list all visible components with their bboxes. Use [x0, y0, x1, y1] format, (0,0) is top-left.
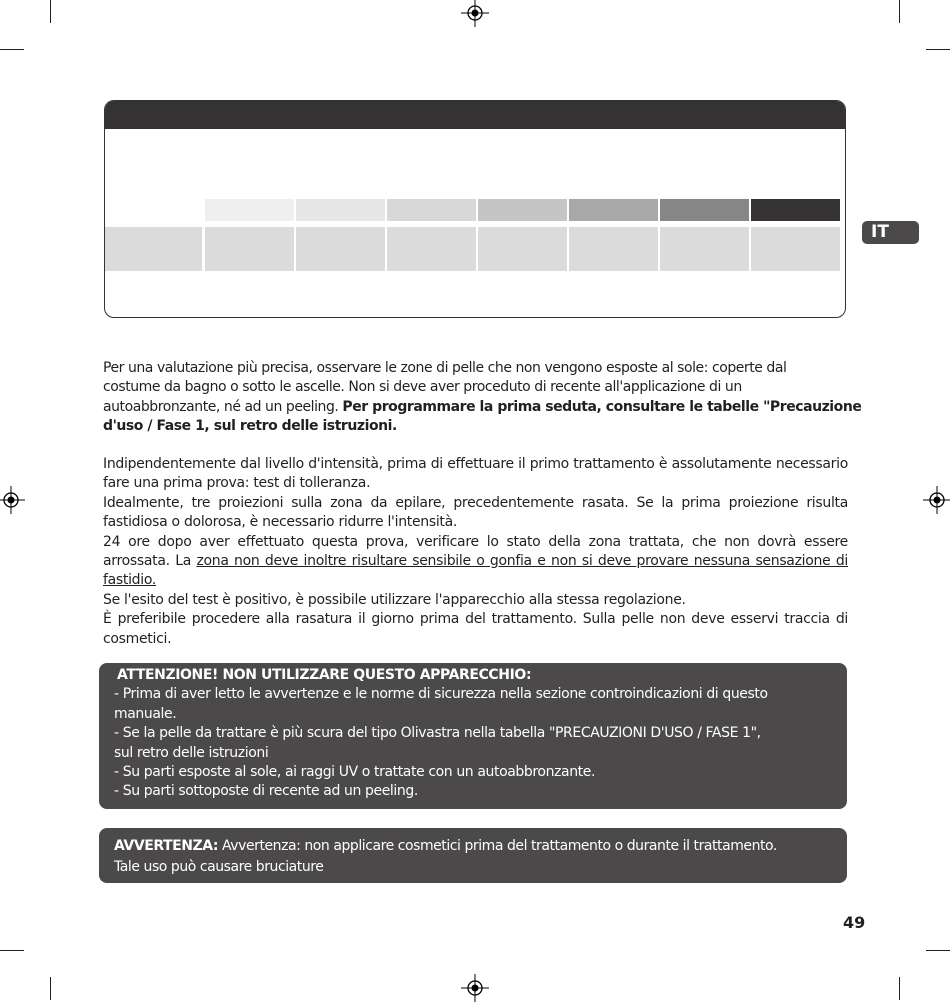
intro-bold-text: Per programmare la prima seduta, consultare le tabelle "Precauzione	[342, 398, 862, 415]
tolerance-test-section	[103, 455, 848, 649]
skin-tone-swatch	[296, 199, 385, 221]
table-header-bar	[105, 101, 845, 129]
intro-line: Per una valutazione più precisa, osservare le zone di pelle che non vengono esposte al sole: coperte dal	[103, 360, 787, 376]
registration-mark-icon	[923, 486, 950, 514]
table-cell	[660, 227, 749, 271]
intro-paragraph	[103, 359, 862, 437]
registration-mark-icon	[461, 974, 489, 1002]
table-cell	[478, 227, 567, 271]
notice-box	[99, 828, 847, 883]
skin-tone-swatch	[569, 199, 658, 221]
crop-mark	[926, 950, 950, 951]
table-cell	[569, 227, 658, 271]
skin-tone-swatch	[751, 199, 840, 221]
intro-text: autoabbronzante, né ad un peeling.	[103, 398, 343, 415]
warning-item: - Se la pelle da trattare è più scura del tipo Olivastra nella tabella "PRECAUZIONI D'USO / FASE 1",	[114, 725, 761, 742]
crop-mark	[899, 977, 900, 1000]
notice-line	[114, 836, 835, 857]
registration-mark-icon	[0, 486, 25, 514]
notice-line: Tale uso può causare bruciature	[114, 859, 324, 875]
warning-item: manuale.	[114, 705, 177, 722]
crop-mark	[0, 950, 24, 951]
warning-item: - Su parti esposte al sole, ai raggi UV o trattate con un autoabbronzante.	[114, 764, 596, 781]
page-number: 49	[843, 913, 866, 932]
warning-item: sul retro delle istruzioni	[114, 744, 269, 761]
skin-tone-swatch	[478, 199, 567, 221]
skin-tone-swatch	[205, 199, 294, 221]
skin-tone-table	[104, 100, 846, 318]
warning-item: - Su parti sottoposte di recente ad un peeling.	[114, 783, 418, 800]
table-cell	[387, 227, 476, 271]
language-tab: IT	[862, 221, 919, 244]
registration-mark-icon	[461, 0, 489, 27]
intro-bold-line: d'uso / Fase 1, sul retro delle istruzioni.	[103, 418, 397, 435]
table-cell	[205, 227, 294, 271]
warning-box	[99, 663, 847, 809]
notice-label: AVVERTENZA:	[114, 838, 218, 854]
test-paragraph: È preferibile procedere alla rasatura il giorno prima del trattamento. Sulla pelle non deve esservi traccia di cosmetici.	[103, 611, 848, 647]
skin-tone-swatch	[387, 199, 476, 221]
intro-line: costume da bagno o sotto le ascelle. Non si deve aver proceduto di recente all'applicazione di un	[103, 379, 742, 396]
test-underlined-text: zona non deve inoltre risultare sensibile o gonfia e non si deve provare nessuna sensazione di fastidio.	[103, 553, 848, 589]
warning-item: - Prima di aver letto le avvertenze e le norme di sicurezza nella sezione controindicazioni di questo	[114, 686, 768, 703]
notice-text: Avvertenza: non applicare cosmetici prima del trattamento o durante il trattamento.	[218, 838, 777, 854]
crop-mark	[50, 0, 51, 23]
intro-line	[103, 398, 862, 417]
table-value-row	[105, 227, 845, 271]
table-cell	[296, 227, 385, 271]
crop-mark	[926, 49, 950, 50]
warning-title: ATTENZIONE! NON UTILIZZARE QUESTO APPARECCHIO:	[117, 667, 532, 683]
crop-mark	[899, 0, 900, 23]
test-paragraph: Idealmente, tre proiezioni sulla zona da epilare, precedentemente rasata. Se la prima proiezione risulta fastidiosa o dolorosa, è necessario ridurre l'intensità.	[103, 494, 848, 531]
test-text: 24 ore dopo aver effettuato questa prova, verificare lo stato della zona trattata, che non dovrà essere arrossata. La	[103, 533, 848, 570]
test-paragraph: Se l'esito del test è positivo, è possibile utilizzare l'apparecchio alla stessa regolazione.	[103, 591, 686, 608]
test-paragraph: Indipendentemente dal livello d'intensità, prima di effettuare il primo trattamento è assolutamente necessario fare una prima prova: test di tolleranza.	[103, 456, 848, 492]
table-cell	[105, 227, 202, 271]
crop-mark	[50, 977, 51, 1000]
table-cell	[751, 227, 840, 271]
test-paragraph	[103, 533, 848, 591]
crop-mark	[0, 49, 24, 50]
skin-tone-swatch	[660, 199, 749, 221]
